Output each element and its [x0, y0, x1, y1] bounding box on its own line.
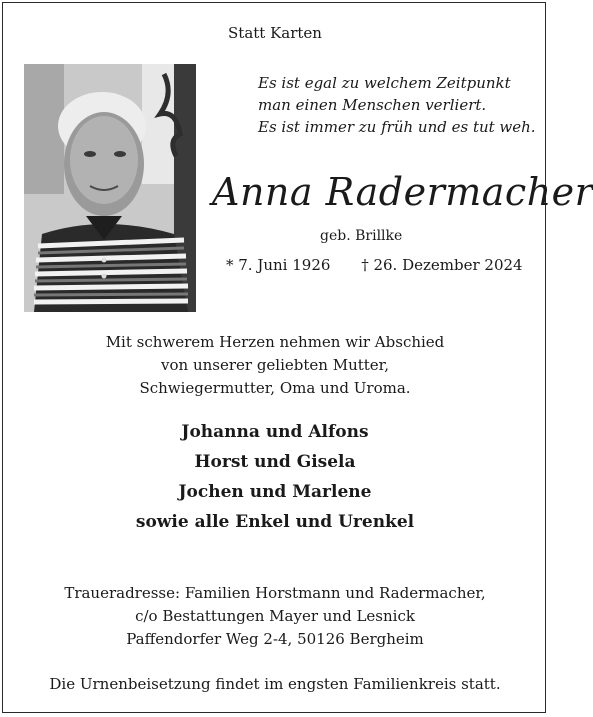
message-line: Mit schwerem Herzen nehmen wir Abschied — [105, 333, 445, 351]
address-line: Traueradresse: Familien Horstmann und Radermacher, — [64, 584, 486, 602]
death-date: † 26. Dezember 2024 — [361, 256, 523, 274]
farewell-message — [0, 331, 550, 400]
mourner-line: Jochen und Marlene — [178, 482, 372, 502]
mourning-address — [0, 582, 550, 651]
life-dates — [226, 256, 526, 274]
quote-line: man einen Menschen verliert. — [258, 96, 487, 114]
portrait-photo — [24, 64, 196, 312]
header-statt-karten: Statt Karten — [228, 24, 322, 42]
message-line: Schwiegermutter, Oma und Uroma. — [139, 379, 411, 397]
burial-note: Die Urnenbeisetzung findet im engsten Familienkreis statt. — [49, 675, 501, 693]
address-line: c/o Bestattungen Mayer und Lesnick — [135, 607, 415, 625]
quote-line: Es ist immer zu früh und es tut weh. — [258, 118, 536, 136]
message-line: von unserer geliebten Mutter, — [161, 356, 389, 374]
address-line: Paffendorfer Weg 2-4, 50126 Bergheim — [126, 630, 424, 648]
quote-line: Es ist egal zu welchem Zeitpunkt — [258, 74, 511, 92]
mourners-list — [0, 417, 550, 537]
mourner-line: sowie alle Enkel und Urenkel — [135, 512, 415, 532]
deceased-name: Anna Radermacher — [212, 170, 593, 214]
birth-name: geb. Brillke — [320, 228, 403, 244]
mourner-line: Horst und Gisela — [194, 452, 356, 472]
mourner-line: Johanna und Alfons — [181, 422, 369, 442]
memorial-quote — [258, 72, 538, 138]
birth-date: * 7. Juni 1926 — [226, 256, 331, 274]
